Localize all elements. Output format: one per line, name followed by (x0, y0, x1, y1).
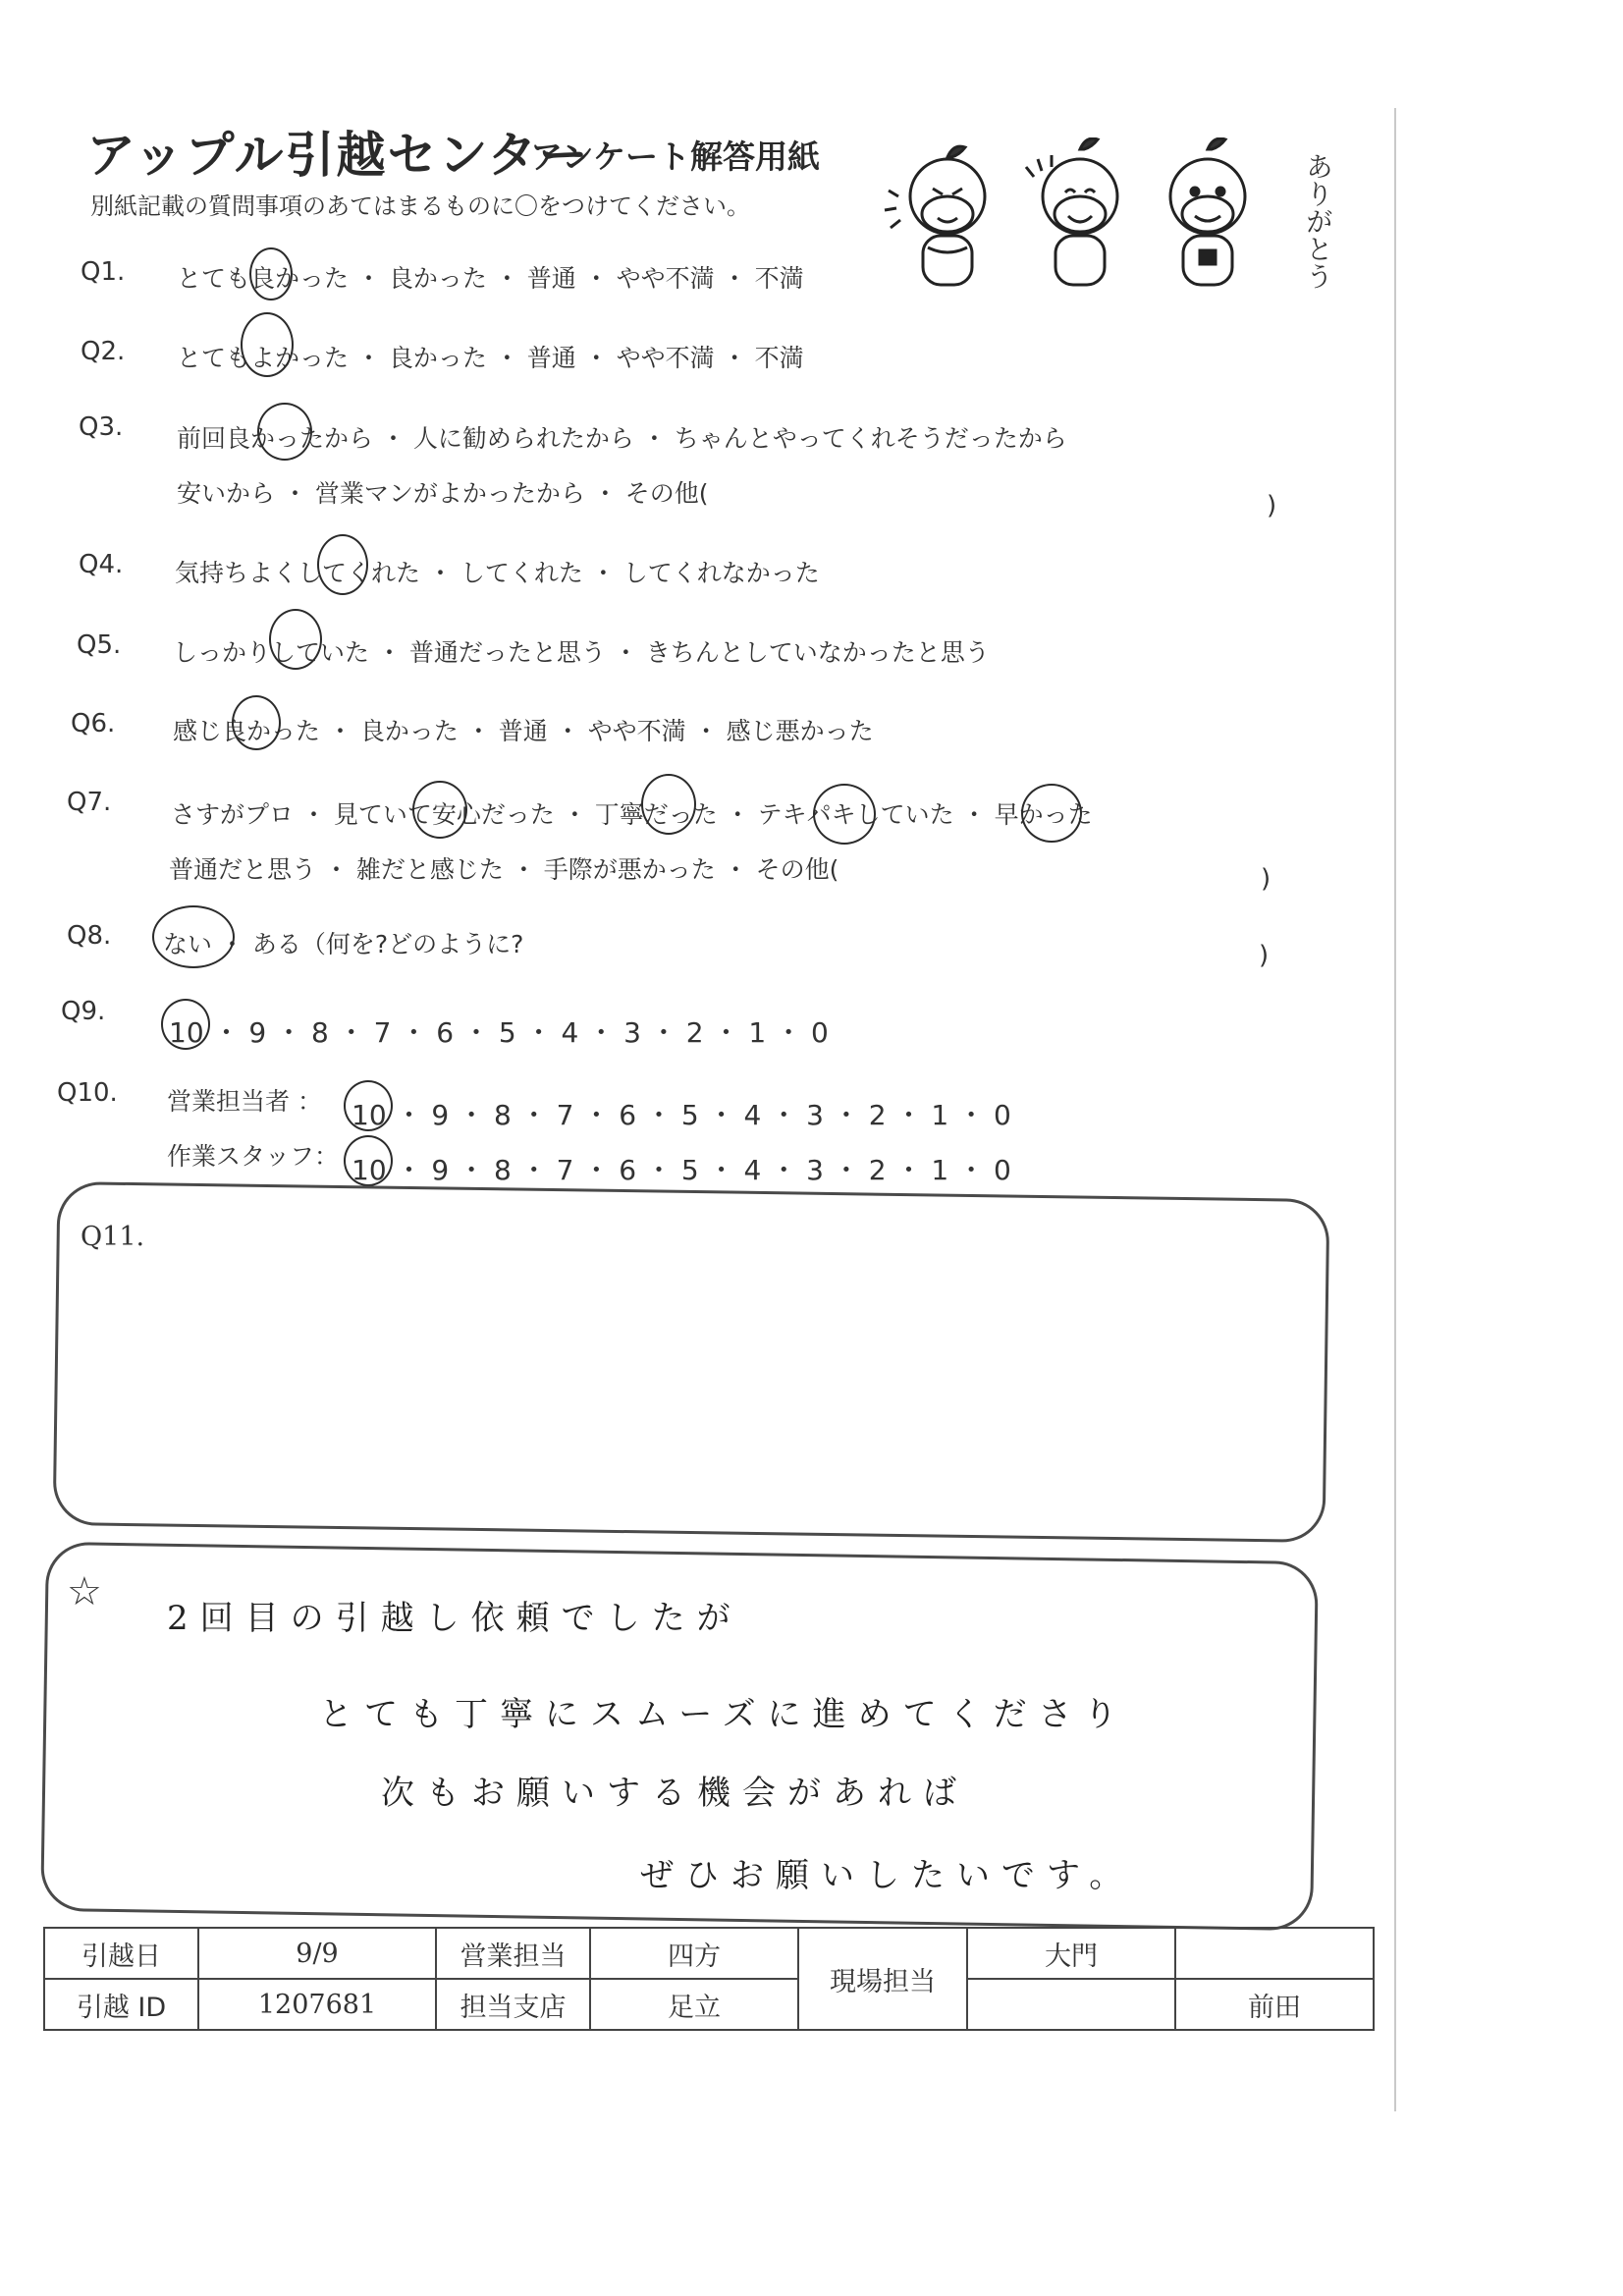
answer-circle-mark (1021, 784, 1082, 843)
q3-label: Q3. (79, 412, 124, 442)
q4-options[interactable]: 気持ちよくしてくれた ・ してくれた ・ してくれなかった (175, 559, 820, 587)
q3-other-close: ) (1267, 491, 1277, 520)
answer-circle-mark (161, 999, 210, 1050)
monkey-2-icon (1026, 138, 1117, 285)
q7-label: Q7. (67, 788, 112, 817)
q1-options[interactable]: とても良かった ・ 良かった ・ 普通 ・ やや不満 ・ 不満 (177, 264, 804, 293)
answer-circle-mark (241, 312, 294, 377)
q6-label: Q6. (71, 709, 116, 738)
answer-circle-mark (269, 609, 322, 670)
answer-circle-mark (641, 774, 696, 835)
comment-line-2: とても丁寧にスムーズに進めてくださり (319, 1695, 1129, 1734)
site-rep-label: 現場担当 (798, 1928, 967, 2030)
answer-circle-mark (257, 403, 312, 461)
q5-options[interactable]: しっかりしていた ・ 普通だったと思う ・ きちんとしていなかったと思う (173, 638, 990, 667)
answer-circle-mark (344, 1135, 393, 1186)
q9-label: Q9. (61, 997, 106, 1026)
answer-circle-mark (249, 247, 293, 301)
star-icon: ☆ (67, 1569, 102, 1614)
q9-scale[interactable]: 10 ・ 9 ・ 8 ・ 7 ・ 6 ・ 5 ・ 4 ・ 3 ・ 2 ・ 1 ・ 0 (169, 1016, 829, 1049)
comment-line-4: ぜひお願いしたいです。 (640, 1856, 1135, 1895)
q8-options[interactable]: ない ・ ある（何を?どのように? (163, 930, 524, 958)
move-info-table (43, 1927, 1375, 2031)
answer-circle-mark (232, 695, 281, 750)
site-rep-1-value[interactable]: 大門 (967, 1928, 1175, 1979)
answer-circle-mark (344, 1080, 393, 1131)
q1-label: Q1. (81, 257, 126, 287)
q4-label: Q4. (79, 550, 124, 579)
move-id-label: 引越 ID (44, 1979, 198, 2030)
q2-label: Q2. (81, 337, 126, 366)
instruction-text: 別紙記載の質問事項のあてはまるものに〇をつけてください。 (90, 192, 750, 220)
site-rep-empty-cell[interactable] (1175, 1928, 1374, 1979)
q5-label: Q5. (77, 630, 122, 660)
q2-options[interactable]: とてもよかった ・ 良かった ・ 普通 ・ やや不満 ・ 不満 (177, 344, 804, 372)
branch-value[interactable]: 足立 (590, 1979, 798, 2030)
answer-circle-mark (152, 905, 235, 968)
q8-label: Q8. (67, 921, 112, 951)
q3-options-line1[interactable]: 前回良かったから ・ 人に勧められたから ・ ちゃんとやってくれそうだったから (177, 424, 1067, 453)
q8-other-close: ) (1259, 941, 1270, 970)
site-rep-empty-cell[interactable] (967, 1979, 1175, 2030)
form-subtitle: アンケート解答用紙 (530, 137, 821, 176)
monkey-3-icon (1170, 138, 1245, 285)
move-date-label: 引越日 (44, 1928, 198, 1979)
q7-options-line1[interactable]: さすがプロ ・ 見ていて安心だった ・ 丁寧だった ・ テキパキしていた ・ 早かった (171, 800, 1093, 829)
q6-options[interactable]: 感じ良かった ・ 良かった ・ 普通 ・ やや不満 ・ 感じ悪かった (173, 717, 874, 745)
mascot-monkeys-illustration (879, 137, 1330, 324)
sales-rep-value[interactable]: 四方 (590, 1928, 798, 1979)
comment-line-1: 2回目の引越し依頼でしたが (167, 1599, 742, 1638)
q11-label: Q11. (81, 1222, 145, 1252)
page-edge-shadow (1394, 108, 1396, 2111)
branch-label: 担当支店 (436, 1979, 590, 2030)
q10-staff-scale[interactable]: 10 ・ 9 ・ 8 ・ 7 ・ 6 ・ 5 ・ 4 ・ 3 ・ 2 ・ 1 ・ 0 (352, 1154, 1011, 1186)
sales-rep-label: 営業担当 (436, 1928, 590, 1979)
move-date-value[interactable]: 9/9 (198, 1928, 436, 1979)
answer-circle-mark (813, 784, 876, 845)
monkey-1-icon (885, 146, 985, 285)
q11-comment-box[interactable] (53, 1181, 1330, 1543)
answer-circle-mark (412, 781, 467, 839)
mascot-caption: ありがとう (1302, 152, 1334, 290)
site-rep-2-value[interactable]: 前田 (1175, 1979, 1374, 2030)
move-id-value[interactable]: 1207681 (198, 1979, 436, 2030)
q7-other-close: ) (1261, 864, 1271, 894)
q3-options-line2[interactable]: 安いから ・ 営業マンがよかったから ・ その他( (177, 479, 709, 508)
q10-staff-label: 作業スタッフ： (167, 1142, 340, 1171)
brand-title: アップル引越センター (86, 127, 590, 184)
q10-sales-label: 営業担当者 ： (167, 1087, 322, 1116)
q7-options-line2[interactable]: 普通だと思う ・ 雑だと感じた ・ 手際が悪かった ・ その他( (169, 855, 839, 884)
q10-sales-scale[interactable]: 10 ・ 9 ・ 8 ・ 7 ・ 6 ・ 5 ・ 4 ・ 3 ・ 2 ・ 1 ・ 0 (352, 1099, 1011, 1131)
comment-line-3: 次もお願いする機会があれば (381, 1774, 968, 1813)
q10-label: Q10. (57, 1078, 118, 1108)
answer-circle-mark (317, 534, 368, 595)
